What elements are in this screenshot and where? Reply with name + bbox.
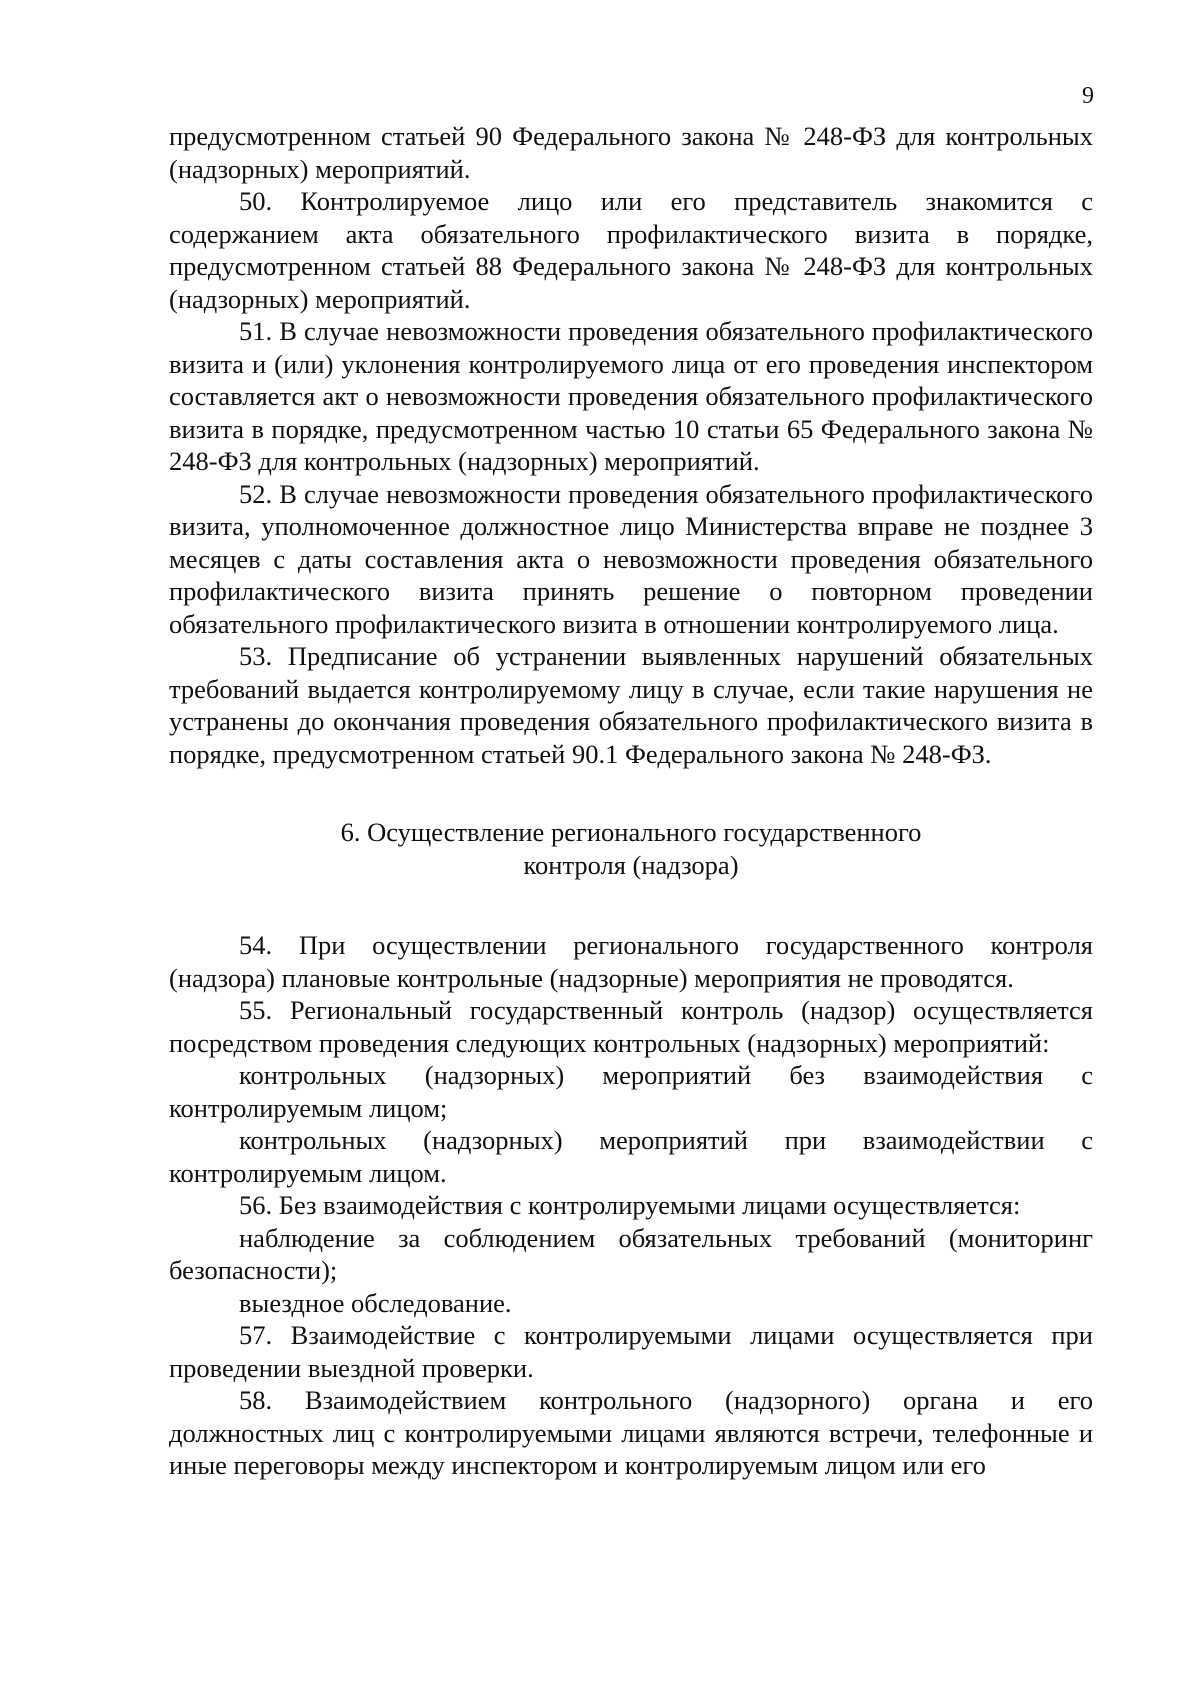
paragraph-49-continuation: предусмотренном статьей 90 Федерального закона № 248-ФЗ для контрольных (надзорных) мероприятий. <box>169 121 1093 184</box>
paragraph-55: 55. Региональный государственный контроль (надзор) осуществляется посредством проведения следующих контрольных (надзорных) мероприятий: <box>169 995 1093 1058</box>
paragraph-55-item-1: контрольных (надзорных) мероприятий без взаимодействия с контролируемым лицом; <box>169 1060 1093 1123</box>
paragraph-57: 57. Взаимодействие с контролируемыми лицами осуществляется при проведении выездной проверки. <box>169 1320 1093 1383</box>
document-body <box>169 120 1093 1482</box>
paragraph-51: 51. В случае невозможности проведения обязательного профилактического визита и (или) уклонения контролируемого лица от его проведения инспектором составляется акт о невозможности проведения обязательного профилактического визита в порядке, предусмотренном частью 10 статьи 65 Федерального закона № 248-ФЗ для контрольных (надзорных) мероприятий. <box>169 316 1093 476</box>
section-heading <box>169 816 1093 882</box>
paragraph-58: 58. Взаимодействием контрольного (надзорного) органа и его должностных лиц с контролируемыми лицами являются встречи, телефонные и иные переговоры между инспектором и контролируемым лицом или его <box>169 1385 1093 1480</box>
paragraph-55-item-2: контрольных (надзорных) мероприятий при взаимодействии с контролируемым лицом. <box>169 1125 1093 1188</box>
paragraph-56-item-1: наблюдение за соблюдением обязательных требований (мониторинг безопасности); <box>169 1222 1093 1285</box>
paragraph-53: 53. Предписание об устранении выявленных нарушений обязательных требований выдается контролируемому лицу в случае, если такие нарушения не устранены до окончания проведения обязательного профилактического визита в порядке, предусмотренном статьей 90.1 Федерального закона № 248-ФЗ. <box>169 641 1093 769</box>
paragraph-56: 56. Без взаимодействия с контролируемыми лицами осуществляется: <box>239 1190 1021 1220</box>
page-number: 9 <box>1082 83 1094 109</box>
paragraph-50: 50. Контролируемое лицо или его представитель знакомится с содержанием акта обязательного профилактического визита в порядке, предусмотренном статьей 88 Федерального закона № 248-ФЗ для контрольных (надзорных) мероприятий. <box>169 186 1093 314</box>
paragraph-56-item-2: выездное обследование. <box>239 1287 512 1318</box>
paragraph-54: 54. При осуществлении регионального государственного контроля (надзора) плановые контрольные (надзорные) мероприятия не проводятся. <box>169 930 1093 993</box>
section-heading-line-2: контроля (надзора) <box>523 850 739 880</box>
paragraph-52: 52. В случае невозможности проведения обязательного профилактического визита, уполномоченное должностное лицо Министерства вправе не позднее 3 месяцев с даты составления акта о невозможности проведения обязательного профилактического визита принять решение о повторном проведении обязательного профилактического визита в отношении контролируемого лица. <box>169 478 1093 639</box>
section-heading-line-1: 6. Осуществление регионального государственного <box>340 817 922 847</box>
